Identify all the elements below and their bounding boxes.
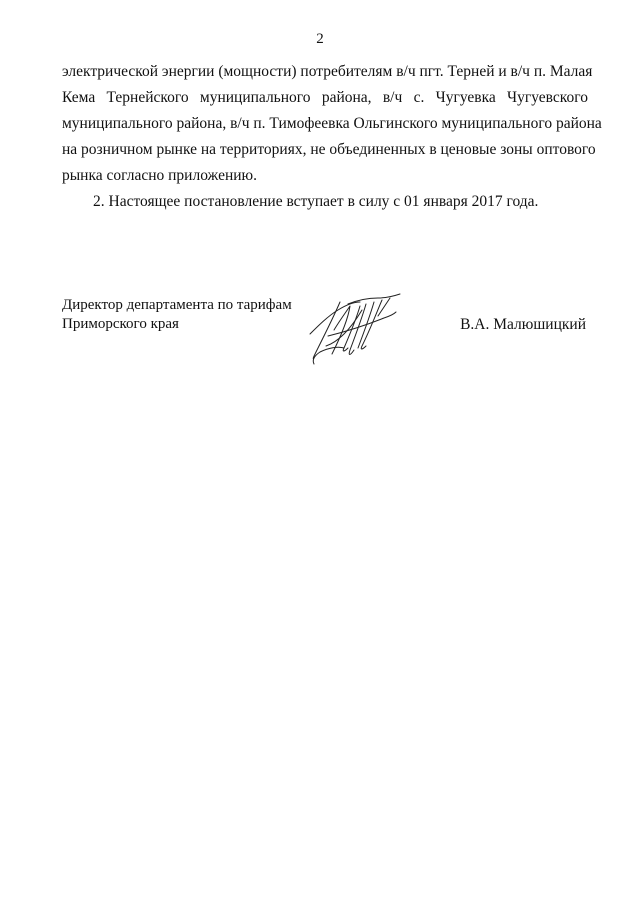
paragraph-1-line-5: рынка согласно приложению. bbox=[62, 167, 257, 184]
paragraph-2: 2. Настоящее постановление вступает в силу с 01 января 2017 года. bbox=[93, 193, 539, 210]
signatory-title bbox=[62, 296, 292, 334]
paragraph-1-line-4: на розничном рынке на территориях, не объединенных в ценовые зоны оптового bbox=[62, 141, 596, 158]
paragraph-1 bbox=[62, 59, 602, 189]
signatory-title-line-2: Приморского края bbox=[62, 316, 179, 332]
page-number: 2 bbox=[316, 31, 324, 47]
handwritten-signature bbox=[304, 290, 406, 368]
paragraph-1-line-1: электрической энергии (мощности) потребителям в/ч пгт. Терней и в/ч п. Малая bbox=[62, 63, 593, 80]
paragraph-1-line-3: муниципального района, в/ч п. Тимофеевка Ольгинского муниципального района bbox=[62, 115, 602, 132]
paragraph-1-line-2: Кема Тернейского муниципального района, в/ч с. Чугуевка Чугуевского bbox=[62, 89, 588, 106]
signatory-name: В.А. Малюшицкий bbox=[460, 316, 586, 333]
signatory-title-line-1: Директор департамента по тарифам bbox=[62, 297, 292, 313]
